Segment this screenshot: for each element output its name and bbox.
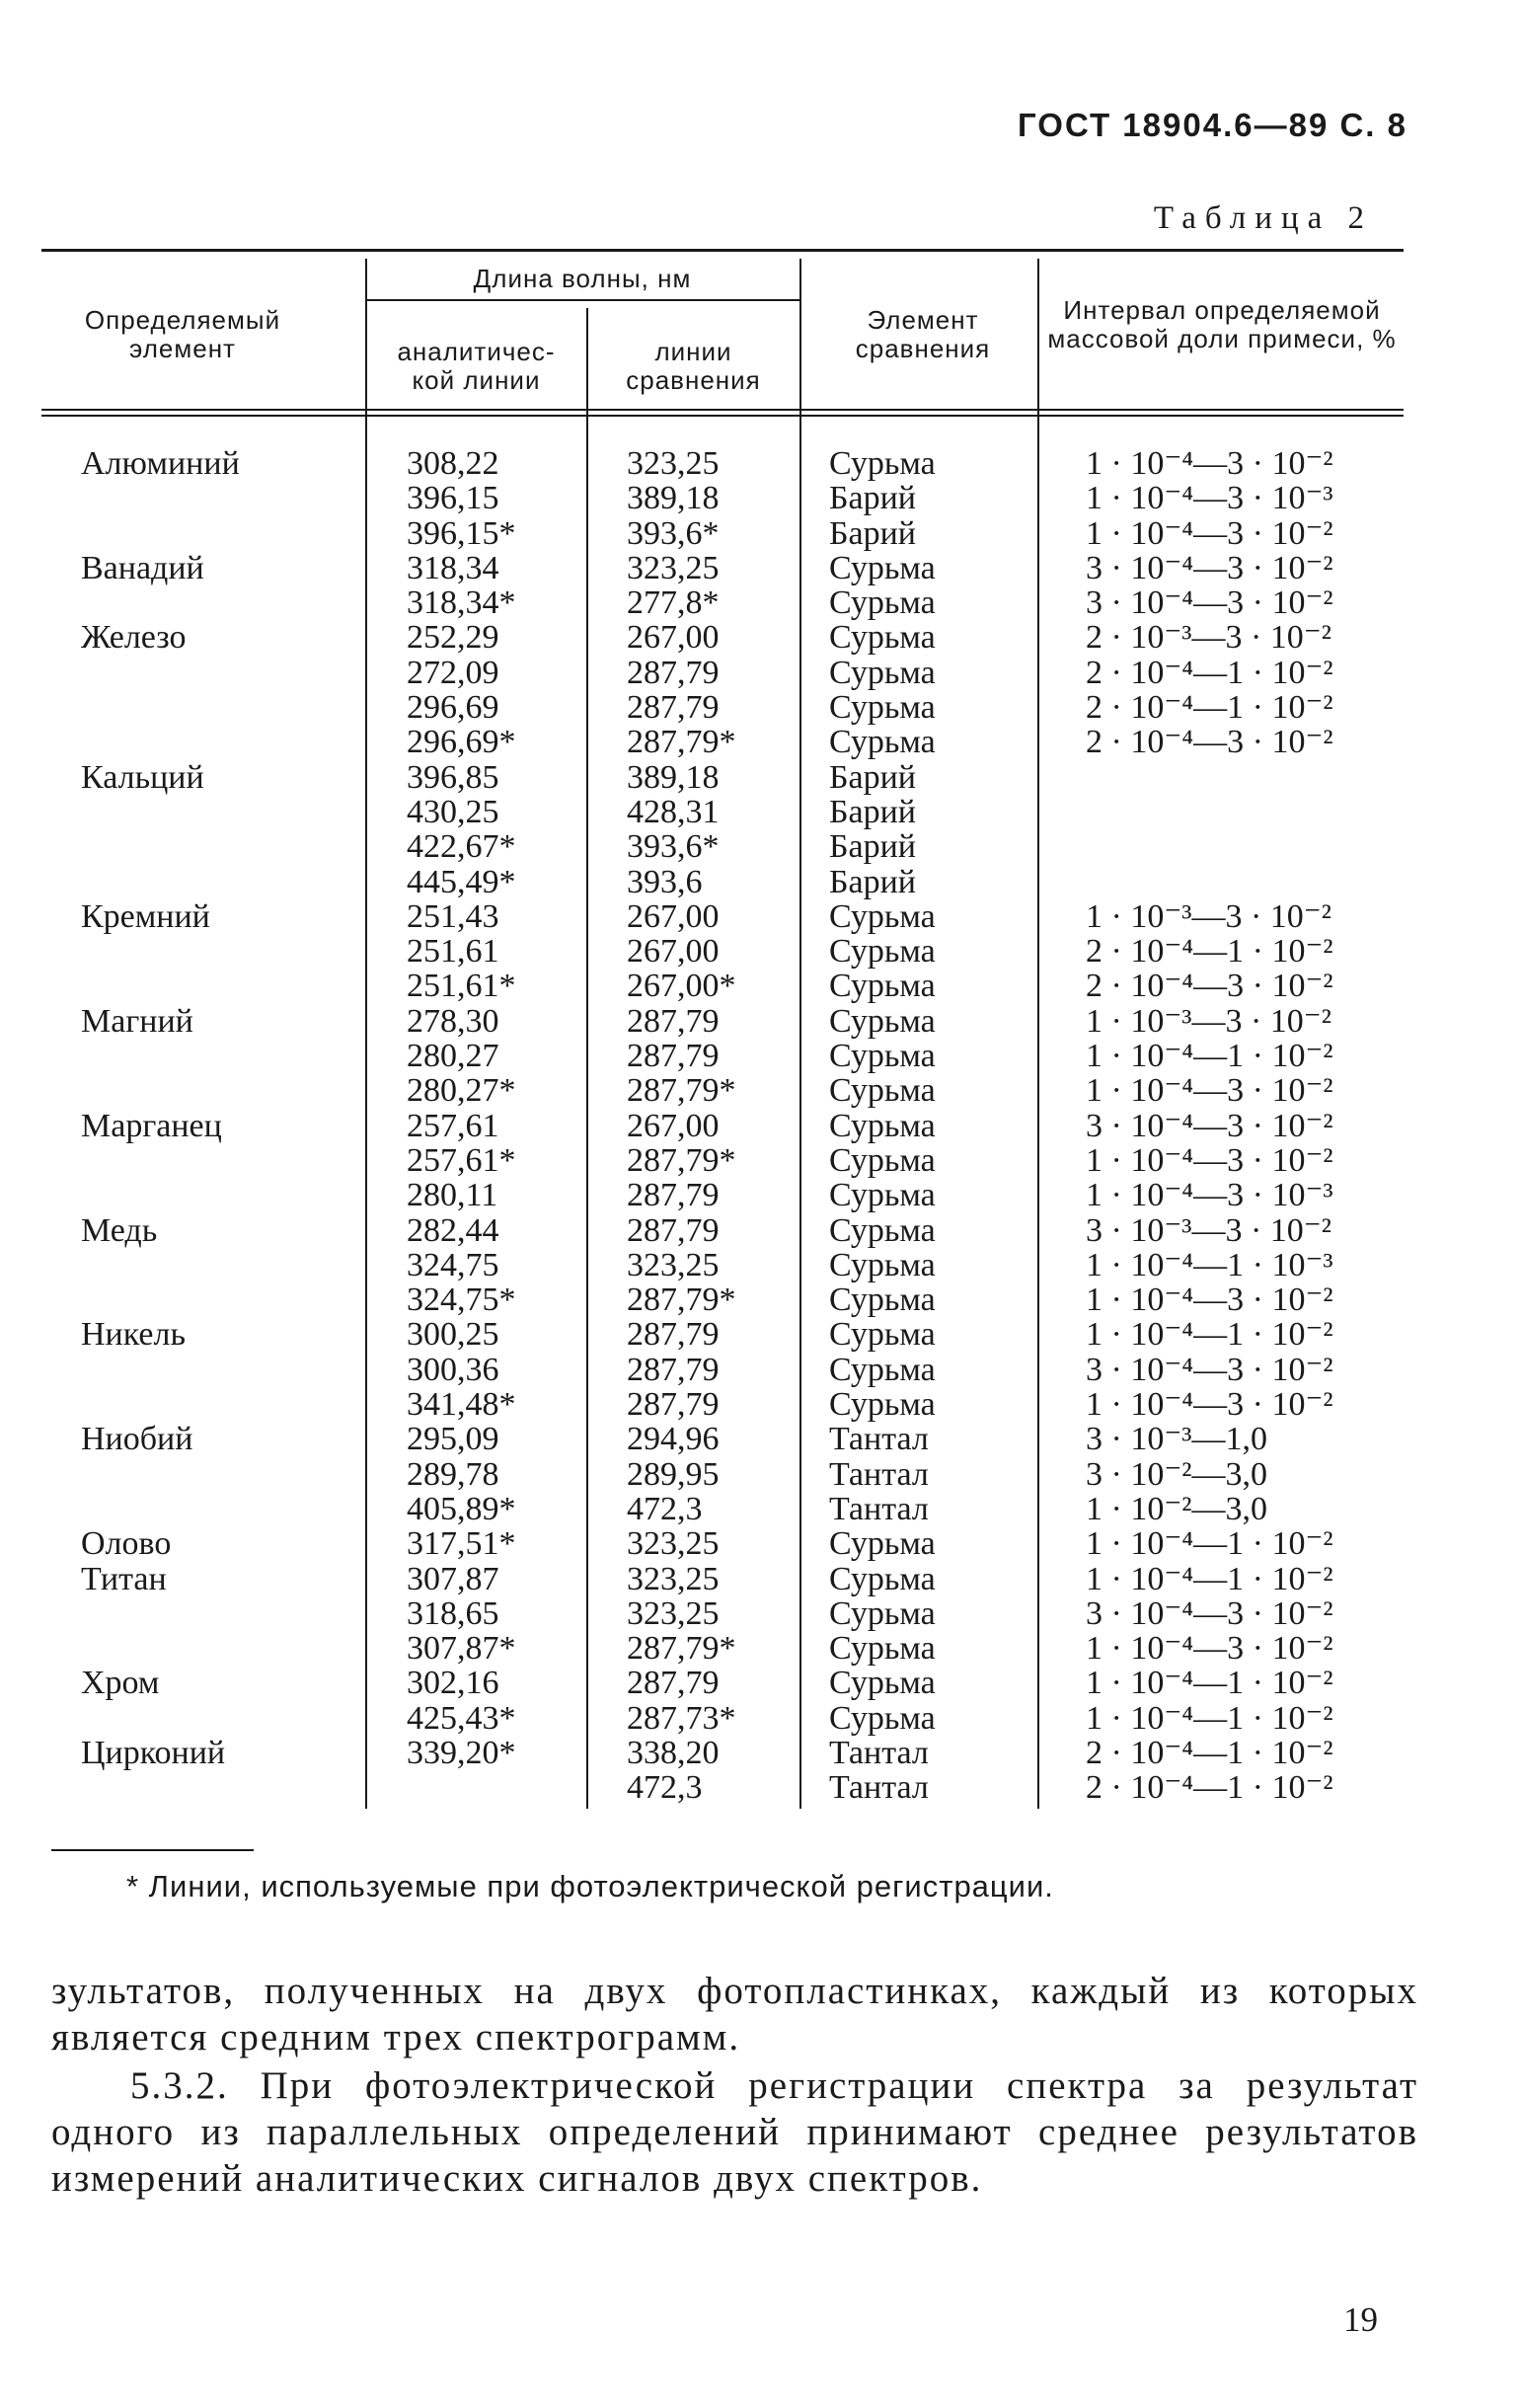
cell-analytical-line: 278,30 — [407, 1002, 499, 1040]
table-row — [0, 1701, 1521, 1736]
cell-comparison-element: Сурьма — [829, 933, 936, 971]
cell-comparison-line: 267,00 — [627, 1107, 720, 1144]
cell-interval: 1 · 10⁻⁴—1 · 10⁻² — [1086, 1038, 1333, 1075]
cell-comparison-element: Сурьма — [829, 654, 936, 691]
table-row — [0, 1317, 1521, 1352]
cell-comparison-element: Сурьма — [829, 689, 936, 727]
cell-comparison-element: Сурьма — [829, 1211, 936, 1249]
table-row — [0, 1422, 1521, 1456]
cell-comparison-element: Сурьма — [829, 584, 936, 622]
cell-analytical-line: 396,85 — [407, 758, 499, 796]
cell-interval: 1 · 10⁻³—3 · 10⁻² — [1086, 1002, 1331, 1040]
paragraph-5-3-2: 5.3.2. При фотоэлектрической регистрации спектра за результат одного из параллельных определений принимают среднее результатов измерений аналитических сигналов двух спектров. — [51, 2064, 1418, 2200]
cell-comparison-element: Сурьма — [829, 1630, 936, 1668]
table-row — [0, 1143, 1521, 1178]
table-row — [0, 1213, 1521, 1248]
cell-comparison-element: Сурьма — [829, 1246, 936, 1283]
table-row — [0, 1596, 1521, 1631]
cell-comparison-element: Барий — [829, 758, 917, 796]
cell-interval: 1 · 10⁻⁴—3 · 10⁻² — [1086, 1282, 1333, 1319]
cell-analytical-line: 430,25 — [407, 793, 499, 830]
cell-comparison-line: 277,8* — [627, 584, 720, 622]
cell-interval: 1 · 10⁻⁴—3 · 10⁻³ — [1086, 480, 1333, 517]
header-element: Определяемый элемент — [84, 305, 281, 363]
cell-interval: 1 · 10⁻⁴—3 · 10⁻² — [1086, 445, 1333, 482]
cell-comparison-line: 287,79* — [627, 1072, 736, 1110]
table-row — [0, 760, 1521, 795]
cell-analytical-line: 296,69* — [407, 724, 516, 761]
cell-comparison-line: 323,25 — [627, 1246, 720, 1283]
table-row — [0, 1666, 1521, 1700]
cell-element: Кремний — [81, 897, 210, 935]
cell-analytical-line: 324,75 — [407, 1246, 499, 1283]
cell-element: Цирконий — [81, 1734, 226, 1771]
cell-comparison-line: 267,00 — [627, 897, 720, 935]
cell-comparison-line: 267,00 — [627, 619, 720, 657]
table-row — [0, 690, 1521, 725]
header-interval: Интервал определяемой массовой доли примеси, % — [1047, 295, 1397, 353]
cell-comparison-element: Сурьма — [829, 1316, 936, 1354]
cell-analytical-line: 300,36 — [407, 1351, 499, 1388]
cell-comparison-element: Сурьма — [829, 549, 936, 586]
table-row — [0, 656, 1521, 690]
cell-interval: 1 · 10⁻³—3 · 10⁻² — [1086, 897, 1331, 935]
cell-interval: 1 · 10⁻⁴—1 · 10⁻³ — [1086, 1246, 1333, 1283]
table-row — [0, 1457, 1521, 1492]
table-row — [0, 1736, 1521, 1770]
cell-comparison-line: 294,96 — [627, 1421, 720, 1458]
header-comparison-element: Элемент сравнения — [855, 305, 991, 363]
table-row — [0, 899, 1521, 934]
cell-analytical-line: 318,34* — [407, 584, 516, 622]
table-row — [0, 446, 1521, 481]
table-row — [0, 934, 1521, 969]
cell-interval: 3 · 10⁻³—1,0 — [1086, 1421, 1267, 1458]
table-row — [0, 725, 1521, 759]
table-row — [0, 551, 1521, 585]
cell-comparison-line: 338,20 — [627, 1734, 720, 1771]
table-row — [0, 1562, 1521, 1596]
cell-analytical-line: 318,34 — [407, 549, 499, 586]
cell-interval: 3 · 10⁻⁴—3 · 10⁻² — [1086, 1351, 1333, 1388]
cell-element: Марганец — [81, 1107, 222, 1144]
cell-analytical-line: 396,15* — [407, 514, 516, 552]
cell-comparison-line: 287,79 — [627, 1316, 720, 1354]
cell-analytical-line: 289,78 — [407, 1455, 499, 1493]
cell-analytical-line: 445,49* — [407, 863, 516, 900]
cell-comparison-element: Сурьма — [829, 1525, 936, 1563]
cell-analytical-line: 318,65 — [407, 1594, 499, 1632]
cell-analytical-line: 252,29 — [407, 619, 499, 657]
cell-interval: 1 · 10⁻⁴—1 · 10⁻² — [1086, 1525, 1333, 1563]
cell-interval: 2 · 10⁻⁴—3 · 10⁻² — [1086, 968, 1333, 1005]
cell-comparison-element: Сурьма — [829, 724, 936, 761]
cell-comparison-element: Сурьма — [829, 897, 936, 935]
cell-comparison-line: 287,79* — [627, 1141, 736, 1179]
table-row — [0, 1004, 1521, 1039]
table-row — [0, 620, 1521, 655]
cell-comparison-line: 287,79 — [627, 1038, 720, 1075]
cell-comparison-element: Сурьма — [829, 1072, 936, 1110]
cell-comparison-element: Сурьма — [829, 1594, 936, 1632]
cell-analytical-line: 308,22 — [407, 445, 499, 482]
table-row — [0, 1248, 1521, 1282]
header-comparison-line: линии сравнения — [626, 337, 761, 395]
cell-comparison-element: Сурьма — [829, 1002, 936, 1040]
cell-interval: 1 · 10⁻⁴—3 · 10⁻² — [1086, 1072, 1333, 1110]
cell-comparison-element: Сурьма — [829, 1038, 936, 1075]
wavelength-group-rule — [365, 299, 799, 301]
cell-comparison-line: 287,79 — [627, 1002, 720, 1040]
cell-comparison-line: 287,79 — [627, 654, 720, 691]
cell-interval: 3 · 10⁻⁴—3 · 10⁻² — [1086, 1594, 1333, 1632]
document-header: ГОСТ 18904.6—89 С. 8 — [1018, 107, 1407, 143]
table-row — [0, 829, 1521, 864]
table-row — [0, 969, 1521, 1003]
cell-comparison-line: 389,18 — [627, 480, 720, 517]
cell-interval: 1 · 10⁻⁴—3 · 10⁻³ — [1086, 1177, 1333, 1214]
cell-comparison-line: 287,79 — [627, 1177, 720, 1214]
cell-interval: 3 · 10⁻³—3 · 10⁻² — [1086, 1211, 1331, 1249]
cell-element: Кальций — [81, 758, 204, 796]
cell-element: Железо — [81, 619, 187, 657]
table-row — [0, 1492, 1521, 1526]
cell-comparison-element: Барий — [829, 480, 917, 517]
cell-element: Хром — [81, 1665, 160, 1702]
table-caption: Таблица 2 — [1153, 200, 1373, 236]
cell-analytical-line: 251,43 — [407, 897, 499, 935]
cell-interval: 1 · 10⁻⁴—3 · 10⁻² — [1086, 1386, 1333, 1424]
cell-comparison-line: 393,6 — [627, 863, 703, 900]
cell-comparison-line: 287,79* — [627, 1630, 736, 1668]
cell-analytical-line: 396,15 — [407, 480, 499, 517]
cell-interval: 1 · 10⁻⁴—3 · 10⁻² — [1086, 1141, 1333, 1179]
cell-comparison-element: Сурьма — [829, 445, 936, 482]
table-footnote: * Линии, используемые при фотоэлектрической регистрации. — [126, 1869, 1054, 1903]
cell-analytical-line: 251,61 — [407, 933, 499, 971]
cell-comparison-line: 389,18 — [627, 758, 720, 796]
cell-analytical-line: 282,44 — [407, 1211, 499, 1249]
cell-interval: 2 · 10⁻⁴—3 · 10⁻² — [1086, 724, 1333, 761]
cell-comparison-line: 287,79* — [627, 1282, 736, 1319]
cell-interval: 3 · 10⁻⁴—3 · 10⁻² — [1086, 549, 1333, 586]
header-analytical-line: аналитичес-кой линии — [397, 337, 556, 395]
paragraph-continuation: зультатов, полученных на двух фотопластинках, каждый из которых является средним трех спектрограмм. — [51, 1970, 1418, 2058]
cell-analytical-line: 422,67* — [407, 828, 516, 866]
cell-analytical-line: 302,16 — [407, 1665, 499, 1702]
cell-element: Ниобий — [81, 1421, 193, 1458]
cell-analytical-line: 280,27* — [407, 1072, 516, 1110]
cell-comparison-line: 472,3 — [627, 1769, 703, 1807]
cell-interval: 1 · 10⁻⁴—3 · 10⁻² — [1086, 514, 1333, 552]
cell-analytical-line: 307,87* — [407, 1630, 516, 1668]
cell-comparison-element: Сурьма — [829, 1141, 936, 1179]
cell-interval: 3 · 10⁻⁴—3 · 10⁻² — [1086, 584, 1333, 622]
table-row — [0, 1109, 1521, 1143]
cell-comparison-element: Сурьма — [829, 1107, 936, 1144]
cell-comparison-line: 393,6* — [627, 514, 720, 552]
cell-comparison-element: Сурьма — [829, 1665, 936, 1702]
cell-comparison-element: Тантал — [829, 1455, 929, 1493]
cell-interval: 2 · 10⁻⁴—1 · 10⁻² — [1086, 1734, 1333, 1771]
cell-analytical-line: 307,87 — [407, 1560, 499, 1597]
header-bottom-rule — [41, 409, 1404, 411]
table-row — [0, 1770, 1521, 1805]
cell-comparison-line: 428,31 — [627, 793, 720, 830]
header-wavelength-group: Длина волны, нм — [473, 264, 692, 293]
cell-interval: 1 · 10⁻⁴—1 · 10⁻² — [1086, 1699, 1333, 1737]
table-row — [0, 1039, 1521, 1073]
cell-comparison-line: 323,25 — [627, 445, 720, 482]
cell-comparison-element: Сурьма — [829, 968, 936, 1005]
table-row — [0, 1631, 1521, 1666]
cell-interval: 1 · 10⁻²—3,0 — [1086, 1490, 1267, 1527]
cell-comparison-element: Тантал — [829, 1734, 929, 1771]
cell-element: Ванадий — [81, 549, 204, 586]
cell-comparison-line: 323,25 — [627, 1594, 720, 1632]
cell-comparison-line: 287,79 — [627, 1386, 720, 1424]
table-body — [0, 446, 1521, 1806]
table-row — [0, 1353, 1521, 1387]
cell-comparison-line: 289,95 — [627, 1455, 720, 1493]
cell-comparison-element: Сурьма — [829, 1177, 936, 1214]
cell-comparison-element: Тантал — [829, 1490, 929, 1527]
cell-comparison-element: Сурьма — [829, 1699, 936, 1737]
cell-comparison-line: 323,25 — [627, 1525, 720, 1563]
table-row — [0, 795, 1521, 829]
cell-analytical-line: 295,09 — [407, 1421, 499, 1458]
cell-interval: 2 · 10⁻³—3 · 10⁻² — [1086, 619, 1331, 657]
cell-element: Медь — [81, 1211, 158, 1249]
cell-interval: 2 · 10⁻⁴—1 · 10⁻² — [1086, 654, 1333, 691]
cell-analytical-line: 280,27 — [407, 1038, 499, 1075]
cell-comparison-element: Сурьма — [829, 1351, 936, 1388]
cell-interval: 1 · 10⁻⁴—1 · 10⁻² — [1086, 1665, 1333, 1702]
cell-comparison-line: 287,73* — [627, 1699, 736, 1737]
table-row — [0, 1387, 1521, 1422]
cell-comparison-line: 323,25 — [627, 549, 720, 586]
footnote-divider — [51, 1849, 254, 1851]
cell-analytical-line: 251,61* — [407, 968, 516, 1005]
cell-comparison-element: Сурьма — [829, 619, 936, 657]
cell-comparison-element: Сурьма — [829, 1282, 936, 1319]
cell-comparison-element: Барий — [829, 863, 917, 900]
cell-comparison-line: 267,00 — [627, 933, 720, 971]
cell-analytical-line: 425,43* — [407, 1699, 516, 1737]
cell-interval: 3 · 10⁻⁴—3 · 10⁻² — [1086, 1107, 1333, 1144]
cell-analytical-line: 300,25 — [407, 1316, 499, 1354]
cell-comparison-line: 287,79 — [627, 1211, 720, 1249]
table-row — [0, 1282, 1521, 1317]
cell-comparison-line: 287,79* — [627, 724, 736, 761]
cell-interval: 1 · 10⁻⁴—1 · 10⁻² — [1086, 1560, 1333, 1597]
cell-interval: 2 · 10⁻⁴—1 · 10⁻² — [1086, 1769, 1333, 1807]
cell-comparison-line: 323,25 — [627, 1560, 720, 1597]
cell-element: Олово — [81, 1525, 172, 1563]
cell-comparison-element: Тантал — [829, 1769, 929, 1807]
page-number: 19 — [1343, 2300, 1378, 2339]
cell-element: Титан — [81, 1560, 167, 1597]
cell-comparison-line: 472,3 — [627, 1490, 703, 1527]
cell-interval: 1 · 10⁻⁴—3 · 10⁻² — [1086, 1630, 1333, 1668]
cell-analytical-line: 257,61* — [407, 1141, 516, 1179]
header-bottom-rule-2 — [41, 415, 1404, 417]
cell-comparison-element: Барий — [829, 514, 917, 552]
cell-analytical-line: 272,09 — [407, 654, 499, 691]
cell-comparison-line: 287,79 — [627, 689, 720, 727]
table-row — [0, 585, 1521, 620]
cell-comparison-element: Барий — [829, 793, 917, 830]
table-row — [0, 865, 1521, 899]
cell-comparison-element: Барий — [829, 828, 917, 866]
table-row — [0, 1178, 1521, 1212]
cell-analytical-line: 317,51* — [407, 1525, 516, 1563]
table-row — [0, 481, 1521, 515]
cell-comparison-element: Тантал — [829, 1421, 929, 1458]
table-row — [0, 1526, 1521, 1561]
table-row — [0, 1073, 1521, 1108]
cell-interval: 1 · 10⁻⁴—1 · 10⁻² — [1086, 1316, 1333, 1354]
cell-analytical-line: 341,48* — [407, 1386, 516, 1424]
cell-comparison-element: Сурьма — [829, 1560, 936, 1597]
cell-analytical-line: 324,75* — [407, 1282, 516, 1319]
cell-comparison-element: Сурьма — [829, 1386, 936, 1424]
cell-analytical-line: 339,20* — [407, 1734, 516, 1771]
cell-analytical-line: 296,69 — [407, 689, 499, 727]
cell-element: Магний — [81, 1002, 193, 1040]
cell-element: Алюминий — [81, 445, 240, 482]
cell-analytical-line: 405,89* — [407, 1490, 516, 1527]
cell-comparison-line: 393,6* — [627, 828, 720, 866]
cell-interval: 3 · 10⁻²—3,0 — [1086, 1455, 1267, 1493]
cell-analytical-line: 257,61 — [407, 1107, 499, 1144]
cell-interval: 2 · 10⁻⁴—1 · 10⁻² — [1086, 689, 1333, 727]
table-top-rule — [41, 249, 1404, 252]
cell-element: Никель — [81, 1316, 186, 1354]
cell-comparison-line: 287,79 — [627, 1665, 720, 1702]
cell-interval: 2 · 10⁻⁴—1 · 10⁻² — [1086, 933, 1333, 971]
cell-comparison-line: 287,79 — [627, 1351, 720, 1388]
cell-comparison-line: 267,00* — [627, 968, 736, 1005]
cell-analytical-line: 280,11 — [407, 1177, 498, 1214]
table-row — [0, 516, 1521, 551]
